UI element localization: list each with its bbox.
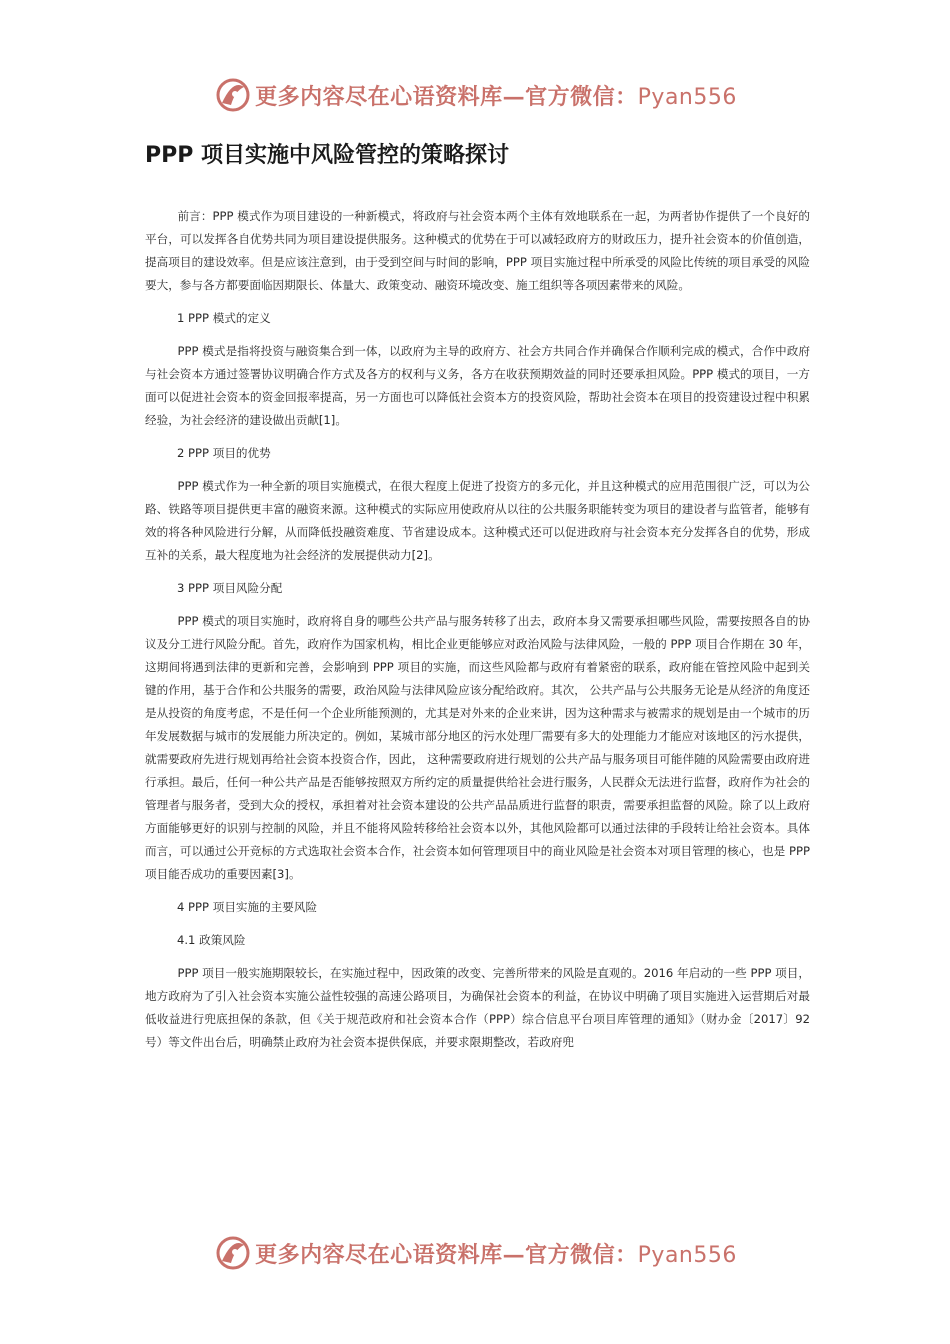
banner-label: 更多内容尽在心语资料库—官方微信： — [255, 1241, 638, 1268]
section-heading-4: 4 PPP 项目实施的主要风险 — [177, 900, 318, 914]
banner-text — [255, 1238, 737, 1269]
section-heading-4-1: 4.1 政策风险 — [177, 933, 246, 947]
section-3-paragraph: PPP 模式的项目实施时，政府将自身的哪些公共产品与服务转移了出去，政府本身又需要承担哪些风险，需要按照各自的协议及分工进行风险分配。首先，政府作为国家机构，相比企业更能够应对政治风险与法律风险，一般的 PPP 项目合作期在 30 年，这期间将遇到法律的更新和完善，会影响到 PPP 项目的实施，而这些风险都与政府有着紧密的联系，政府能在管控风险中起到关键的作用，基于合作和公共服务的需要，政治风险与法律风险应该分配给政府。其次， 公共产品与公共服务无论是从经济的角度还是从投资的角度考虑，不是任何一个企业所能预测的，尤其是对外来的企业来讲，因为这种需求与被需求的规划是由一个城市的历年发展数据与城市的发展能力所决定的。例如，某城市部分地区的污水处理厂需要有多大的处理能力才能应对该地区的污水提供，就需要政府先进行规划再给社会资本投资合作，因此， 这种需要政府进行规划的公共产品与服务项目可能伴随的风险需要由政府进行承担。最后，任何一种公共产品是否能够按照双方所约定的质量提供给社会进行服务，人民群众无法进行监督，政府作为社会的管理者与服务者，受到大众的授权，承担着对社会资本建设的公共产品品质进行监督的职责，需要承担监督的风险。除了以上政府方面能够更好的识别与控制的风险，并且不能将风险转移给社会资本以外，其他风险都可以通过法律的手段转让给社会资本。具体而言，可以通过公开竞标的方式选取社会资本合作，社会资本如何管理项目中的商业风险是社会资本对项目管理的核心，也是 PPP 项目能否成功的重要因素[3]。 — [145, 614, 810, 881]
footer-banner — [0, 1228, 950, 1278]
banner-wechat-handle: Pyan556 — [637, 1242, 737, 1268]
header-banner — [0, 70, 950, 120]
section-1-paragraph: PPP 模式是指将投资与融资集合到一体，以政府为主导的政府方、社会方共同合作并确保合作顺利完成的模式，合作中政府与社会资本方通过签署协议明确合作方式及各方的权利与义务，各方在收获预期效益的同时还要承担风险。PPP 模式的项目，一方面可以促进社会资本的资金回报率提高，另一方面也可以降低社会资本方的投资风险，帮助社会资本在项目的投资建设过程中积累经验，为社会经济的建设做出贡献[1]。 — [145, 344, 810, 427]
banner-wechat-handle: Pyan556 — [637, 84, 737, 110]
section-heading-1: 1 PPP 模式的定义 — [177, 311, 271, 325]
section-2-paragraph: PPP 模式作为一种全新的项目实施模式，在很大程度上促进了投资方的多元化，并且这种模式的应用范围很广泛，可以为公路、铁路等项目提供更丰富的融资来源。这种模式的实际应用使政府从以往的公共服务职能转变为项目的建设者与监管者，能够有效的将各种风险进行分解，从而降低投融资难度、节省建设成本。这种模式还可以促进政府与社会资本充分发挥各自的优势，形成互补的关系，最大程度地为社会经济的发展提供动力[2]。 — [145, 479, 810, 562]
banner-label: 更多内容尽在心语资料库—官方微信： — [255, 83, 638, 110]
brand-logo-icon — [213, 1233, 253, 1273]
section-4-1-paragraph: PPP 项目一般实施期限较长，在实施过程中，因政策的改变、完善所带来的风险是直观的。2016 年启动的一些 PPP 项目，地方政府为了引入社会资本实施公益性较强的高速公路项目，为确保社会资本的利益，在协议中明确了项目实施进入运营期后对最低收益进行兜底担保的条款，但《关于规范政府和社会资本合作（PPP）综合信息平台项目库管理的通知》（财办金〔2017〕92 号）等文件出台后，明确禁止政府为社会资本提供保底，并要求限期整改，若政府兜 — [145, 966, 810, 1049]
section-heading-2: 2 PPP 项目的优势 — [177, 446, 271, 460]
banner-text — [255, 80, 737, 111]
section-heading-3: 3 PPP 项目风险分配 — [177, 581, 283, 595]
document-title: PPP 项目实施中风险管控的策略探讨 — [145, 143, 510, 168]
intro-paragraph: 前言：PPP 模式作为项目建设的一种新模式，将政府与社会资本两个主体有效地联系在一起，为两者协作提供了一个良好的平台，可以发挥各自优势共同为项目建设提供服务。这种模式的优势在于可以减轻政府方的财政压力，提升社会资本的价值创造，提高项目的建设效率。但是应该注意到，由于受到空间与时间的影响，PPP 项目实施过程中所承受的风险比传统的项目承受的风险要大，参与各方都要面临因期限长、体量大、政策变动、融资环境改变、施工组织等各项因素带来的风险。 — [145, 209, 810, 292]
document-body — [145, 205, 810, 1064]
brand-logo-icon — [213, 75, 253, 115]
